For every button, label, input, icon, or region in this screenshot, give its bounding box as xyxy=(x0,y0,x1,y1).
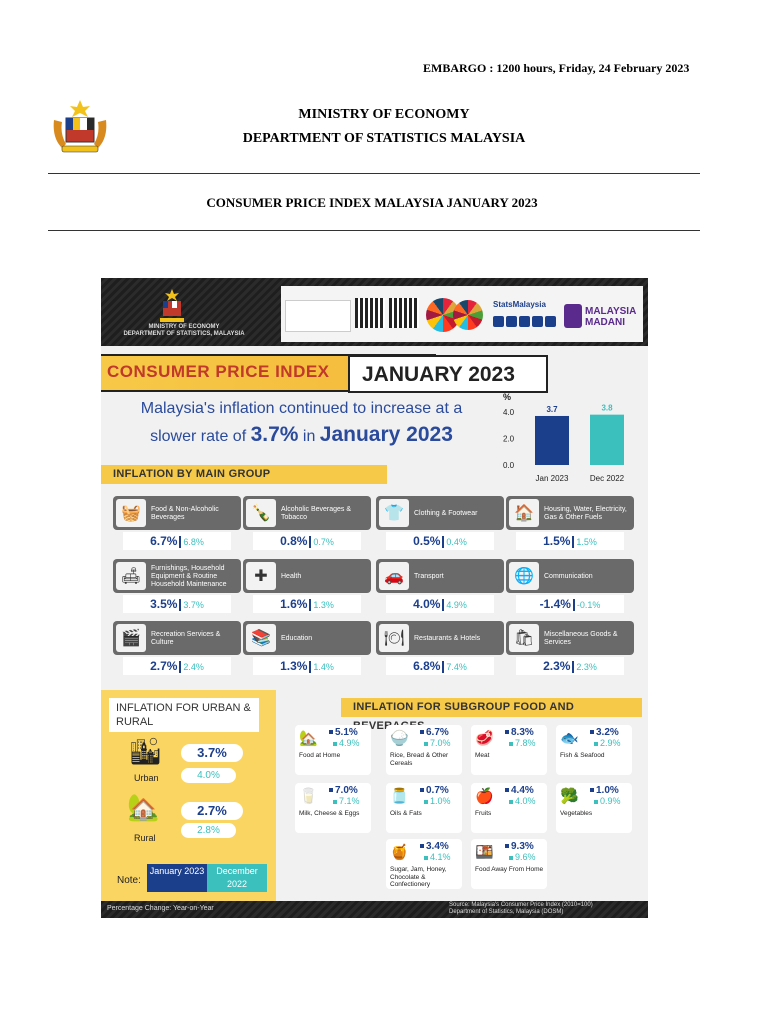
takeaway-icon: 🍱 xyxy=(475,844,494,861)
banner-month: JANUARY 2023 xyxy=(348,355,548,393)
group-previous-value: 3.7% xyxy=(183,600,204,610)
value-separator xyxy=(442,661,444,673)
value-separator xyxy=(179,599,181,611)
banner-cpi-text: CONSUMER PRICE INDEX xyxy=(107,362,330,381)
inflation-bar-chart xyxy=(501,388,648,488)
subgroup-previous-value: 4.9% xyxy=(333,738,360,748)
main-group-card xyxy=(243,559,371,615)
food-basket-icon: 🧺 xyxy=(116,499,146,527)
group-current-value: 1.6% xyxy=(280,597,308,611)
subgroup-current-value: 8.3% xyxy=(505,727,534,738)
food-subgroup-tile xyxy=(386,725,462,775)
group-name: Communication xyxy=(544,573,593,580)
meat-icon: 🥩 xyxy=(475,730,494,747)
header-ministry-text: MINISTRY OF ECONOMY DEPARTMENT OF STATISTICS, MALAYSIA xyxy=(123,324,245,337)
y-axis-unit: % xyxy=(503,392,512,402)
rural-previous-value: 2.8% xyxy=(181,823,236,838)
group-name: Education xyxy=(281,635,313,642)
group-values xyxy=(386,595,494,613)
food-subgroup-tile xyxy=(556,725,632,775)
food-subgroup-tile xyxy=(556,783,632,833)
milk-icon: 🥛 xyxy=(299,788,318,805)
subgroup-current-value: 1.0% xyxy=(590,785,619,796)
value-separator xyxy=(572,536,574,548)
books-icon: 📚 xyxy=(246,624,276,652)
source-note: Source: Malaysia's Consumer Price Index (2010=100) Department of Statistics, Malaysia (DOSM) xyxy=(449,902,593,915)
fish-icon: 🐟 xyxy=(560,730,579,747)
sdg-wheel-icon xyxy=(453,300,483,330)
car-icon: 🚗 xyxy=(379,562,409,590)
value-separator xyxy=(179,536,181,548)
subgroup-current-value: 6.7% xyxy=(420,727,449,738)
house-icon: 🏠 xyxy=(509,499,539,527)
group-values xyxy=(253,657,361,675)
group-values xyxy=(516,532,624,550)
restaurant-icon: 🍽 xyxy=(379,624,409,652)
group-previous-value: -0.1% xyxy=(576,600,601,610)
rice-icon: 🍚 xyxy=(390,730,409,747)
group-previous-value: 1.5% xyxy=(576,537,597,547)
x-tick-label: Jan 2023 xyxy=(535,474,569,483)
legend-current-key: January 2023 xyxy=(147,864,207,892)
group-previous-value: 1.3% xyxy=(313,600,334,610)
food-subgroup-tile xyxy=(386,839,462,889)
group-previous-value: 7.4% xyxy=(446,662,467,672)
group-current-value: -1.4% xyxy=(539,597,571,611)
legend-previous-key: December 2022 xyxy=(207,864,267,892)
food-subgroup-tile xyxy=(295,725,371,775)
cpi-infographic xyxy=(101,278,648,918)
subgroup-name: Food Away From Home xyxy=(475,866,544,873)
urban-current-value: 3.7% xyxy=(181,744,243,762)
subgroup-previous-value: 0.9% xyxy=(594,796,621,806)
bar-value-label: 3.7 xyxy=(546,404,558,414)
subgroup-name: Food at Home xyxy=(299,752,341,759)
subgroup-name: Fish & Seafood xyxy=(560,752,605,759)
food-subgroup-tile xyxy=(471,839,547,889)
subgroup-name: Rice, Bread & Other Cereals xyxy=(390,752,449,767)
qr-code-icon xyxy=(355,298,385,328)
subgroup-name: Fruits xyxy=(475,810,492,817)
rural-house-icon: 🏡 xyxy=(127,792,160,822)
health-icon: ✚ xyxy=(246,562,276,590)
group-values xyxy=(386,532,494,550)
fruit-icon: 🍎 xyxy=(475,788,494,805)
recreation-icon: 🎬 xyxy=(116,624,146,652)
facebook-icon xyxy=(493,316,504,327)
group-name: Miscellaneous Goods & Services xyxy=(544,631,618,646)
subgroup-name: Meat xyxy=(475,752,490,759)
group-current-value: 0.5% xyxy=(413,534,441,548)
header-divider-bottom xyxy=(48,230,700,231)
group-name: Alcoholic Beverages & Tobacco xyxy=(281,506,352,521)
bottle-icon: 🍾 xyxy=(246,499,276,527)
main-group-section-title: INFLATION BY MAIN GROUP xyxy=(101,465,387,484)
value-separator xyxy=(309,599,311,611)
value-separator xyxy=(572,661,574,673)
subgroup-current-value: 9.3% xyxy=(505,841,534,852)
group-current-value: 2.3% xyxy=(543,659,571,673)
group-current-value: 1.3% xyxy=(280,659,308,673)
group-values xyxy=(123,657,231,675)
value-separator xyxy=(442,536,444,548)
main-group-card xyxy=(243,621,371,677)
main-group-card xyxy=(376,621,504,677)
vegetable-icon: 🥦 xyxy=(560,788,579,805)
y-tick-label: 0.0 xyxy=(503,461,515,470)
subgroup-previous-value: 7.0% xyxy=(424,738,451,748)
misc-goods-icon: 🛍 xyxy=(509,624,539,652)
food-subgroup-tile xyxy=(386,783,462,833)
group-current-value: 6.7% xyxy=(150,534,178,548)
sugar-icon: 🍯 xyxy=(390,844,409,861)
city-buildings-icon: 🏙 xyxy=(129,736,163,766)
group-name: Housing, Water, Electricity, Gas & Other Fuels xyxy=(544,506,627,521)
subgroup-previous-value: 9.6% xyxy=(509,852,536,862)
chart-bar xyxy=(590,415,624,465)
group-values xyxy=(386,657,494,675)
subgroup-section-title: INFLATION FOR SUBGROUP FOOD AND xyxy=(341,698,642,717)
group-name: Health xyxy=(281,573,302,580)
email-icon xyxy=(545,316,556,327)
group-previous-value: 0.4% xyxy=(446,537,467,547)
oil-icon: 🫙 xyxy=(390,788,409,805)
main-group-card xyxy=(506,621,634,677)
malaysia-madani-icon xyxy=(564,304,582,328)
value-separator xyxy=(309,536,311,548)
group-name: Food & Non-Alcoholic Beverages xyxy=(151,506,219,521)
subgroup-name: Sugar, Jam, Honey, Chocolate & Confectionery xyxy=(390,866,447,888)
subgroup-previous-value: 7.8% xyxy=(509,738,536,748)
rural-label: Rural xyxy=(134,833,156,843)
value-separator xyxy=(309,661,311,673)
subgroup-name: Milk, Cheese & Eggs xyxy=(299,810,360,817)
urban-label: Urban xyxy=(134,773,159,783)
x-tick-label: Dec 2022 xyxy=(589,474,625,483)
group-previous-value: 0.7% xyxy=(313,537,334,547)
group-previous-value: 2.3% xyxy=(576,662,597,672)
group-values xyxy=(253,595,361,613)
group-values xyxy=(253,532,361,550)
instagram-icon xyxy=(506,316,517,327)
group-values xyxy=(123,595,231,613)
group-previous-value: 6.8% xyxy=(183,537,204,547)
group-current-value: 1.5% xyxy=(543,534,571,548)
group-current-value: 0.8% xyxy=(280,534,308,548)
group-previous-value: 2.4% xyxy=(183,662,204,672)
partner-logos xyxy=(281,286,643,342)
subgroup-name: Oils & Fats xyxy=(390,810,422,817)
infographic-header xyxy=(101,278,648,346)
bar-value-label: 3.8 xyxy=(601,403,613,413)
group-name: Recreation Services & Culture xyxy=(151,631,221,646)
group-values xyxy=(123,532,231,550)
group-values xyxy=(516,595,624,613)
subgroup-current-value: 3.4% xyxy=(420,841,449,852)
subgroup-current-value: 3.2% xyxy=(590,727,619,738)
note-label: Note: xyxy=(117,875,141,886)
value-separator xyxy=(179,661,181,673)
urban-previous-value: 4.0% xyxy=(181,768,236,783)
value-separator xyxy=(573,599,575,611)
globe-icon: 🌐 xyxy=(509,562,539,590)
rural-current-value: 2.7% xyxy=(181,802,243,820)
group-name: Restaurants & Hotels xyxy=(414,635,481,642)
group-current-value: 2.7% xyxy=(150,659,178,673)
group-name: Clothing & Footwear xyxy=(414,510,478,517)
subgroup-previous-value: 2.9% xyxy=(594,738,621,748)
header-divider-top xyxy=(48,173,700,174)
subgroup-previous-value: 1.0% xyxy=(424,796,451,806)
ministry-heading: MINISTRY OF ECONOMY xyxy=(298,107,470,122)
census-logo xyxy=(285,300,351,332)
home-food-icon: 🏡 xyxy=(299,730,318,747)
clothing-icon: 👕 xyxy=(379,499,409,527)
infographic-footer xyxy=(101,901,648,918)
food-subgroup-tile xyxy=(471,725,547,775)
inflation-headline: Malaysia's inflation continued to increase at a slower rate of 3.7% in January 2023 xyxy=(140,400,463,446)
coat-of-arms-small-icon xyxy=(151,288,193,324)
food-subgroup-tile xyxy=(295,783,371,833)
group-name: Transport xyxy=(414,573,444,580)
main-group-card xyxy=(113,559,241,615)
malaysia-madani-logo: MALAYSIA MADANI xyxy=(585,306,637,328)
value-separator xyxy=(442,599,444,611)
furniture-icon: 🛋 xyxy=(116,562,146,590)
group-previous-value: 4.9% xyxy=(446,600,467,610)
group-name: Furnishings, Household Equipment & Routine Household Maintenance xyxy=(151,565,227,588)
main-group-card xyxy=(376,496,504,552)
cpi-banner xyxy=(101,354,515,392)
main-group-card xyxy=(113,621,241,677)
statsmalaysia-brand: StatsMalaysia xyxy=(493,300,546,309)
main-group-card xyxy=(506,496,634,552)
y-tick-label: 4.0 xyxy=(503,408,515,417)
food-subgroup-tile xyxy=(471,783,547,833)
subgroup-previous-value: 7.1% xyxy=(333,796,360,806)
subgroup-current-value: 5.1% xyxy=(329,727,358,738)
subgroup-previous-value: 4.1% xyxy=(424,852,451,862)
main-group-card xyxy=(376,559,504,615)
group-current-value: 6.8% xyxy=(413,659,441,673)
twitter-icon xyxy=(532,316,543,327)
qr-code-icon xyxy=(389,298,419,328)
main-group-card xyxy=(243,496,371,552)
main-group-card xyxy=(506,559,634,615)
group-current-value: 3.5% xyxy=(150,597,178,611)
urban-rural-title: INFLATION FOR URBAN & RURAL xyxy=(109,698,259,732)
youtube-icon xyxy=(519,316,530,327)
percentage-change-note: Percentage Change: Year-on-Year xyxy=(107,905,214,912)
subgroup-name: Vegetables xyxy=(560,810,593,817)
department-heading: DEPARTMENT OF STATISTICS MALAYSIA xyxy=(242,131,526,146)
main-group-card xyxy=(113,496,241,552)
group-previous-value: 1.4% xyxy=(313,662,334,672)
group-current-value: 4.0% xyxy=(413,597,441,611)
group-values xyxy=(516,657,624,675)
subgroup-current-value: 4.4% xyxy=(505,785,534,796)
subgroup-previous-value: 4.0% xyxy=(509,796,536,806)
chart-bar xyxy=(535,416,569,465)
document-title: CONSUMER PRICE INDEX MALAYSIA JANUARY 2023 xyxy=(206,195,538,210)
y-tick-label: 2.0 xyxy=(503,434,515,444)
subgroup-current-value: 7.0% xyxy=(329,785,358,796)
subgroup-current-value: 0.7% xyxy=(420,785,449,796)
embargo-notice: EMBARGO : 1200 hours, Friday, 24 February 2023 xyxy=(423,61,690,75)
